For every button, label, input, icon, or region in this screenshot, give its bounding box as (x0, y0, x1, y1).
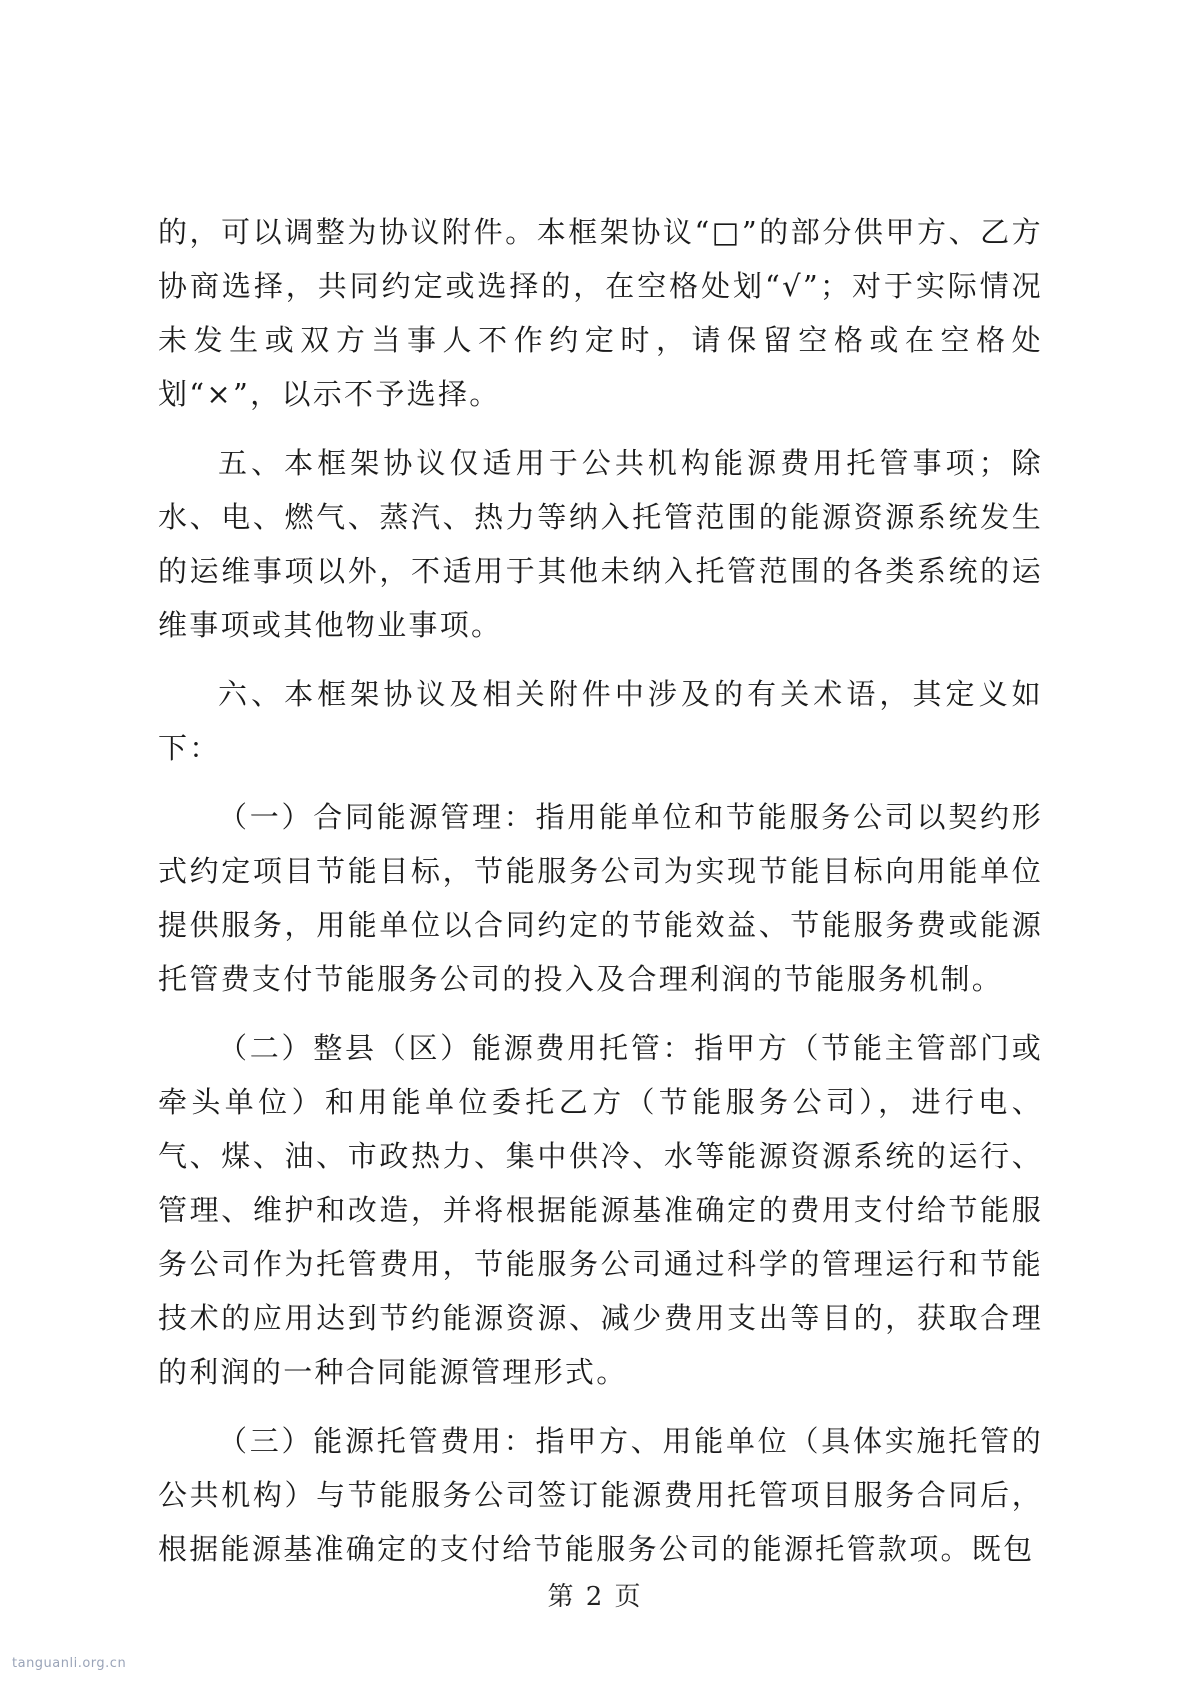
paragraph-3: 六、本框架协议及相关附件中涉及的有关术语，其定义如下： (158, 677, 1043, 765)
site-watermark: tanguanli.org.cn (12, 1656, 127, 1671)
page-number: 第 2 页 (547, 1582, 643, 1612)
paragraph-1: 的，可以调整为协议附件。本框架协议“□”的部分供甲方、乙方协商选择，共同约定或选择的，在空格处划“√”；对于实际情况未发生或双方当事人不作约定时，请保留空格或在空格处划“×”，以示不予选择。 (158, 215, 1043, 411)
paragraph-4: （一）合同能源管理：指用能单位和节能服务公司以契约形式约定项目节能目标，节能服务公司为实现节能目标向用能单位提供服务，用能单位以合同约定的节能效益、节能服务费或能源托管费支付节能服务公司的投入及合理利润的节能服务机制。 (158, 800, 1043, 996)
paragraph-5: （二）整县（区）能源费用托管：指甲方（节能主管部门或牵头单位）和用能单位委托乙方（节能服务公司），进行电、气、煤、油、市政热力、集中供冷、水等能源资源系统的运行、管理、维护和改造，并将根据能源基准确定的费用支付给节能服务公司作为托管费用，节能服务公司通过科学的管理运行和节能技术的应用达到节约能源资源、减少费用支出等目的，获取合理的利润的一种合同能源管理形式。 (158, 1031, 1043, 1389)
document-body (158, 205, 1043, 1576)
paragraph-6: （三）能源托管费用：指甲方、用能单位（具体实施托管的公共机构）与节能服务公司签订能源费用托管项目服务合同后，根据能源基准确定的支付给节能服务公司的能源托管款项。既包 (158, 1424, 1043, 1566)
paragraph-2: 五、本框架协议仅适用于公共机构能源费用托管事项；除水、电、燃气、蒸汽、热力等纳入托管范围的能源资源系统发生的运维事项以外，不适用于其他未纳入托管范围的各类系统的运维事项或其他物业事项。 (158, 446, 1043, 642)
